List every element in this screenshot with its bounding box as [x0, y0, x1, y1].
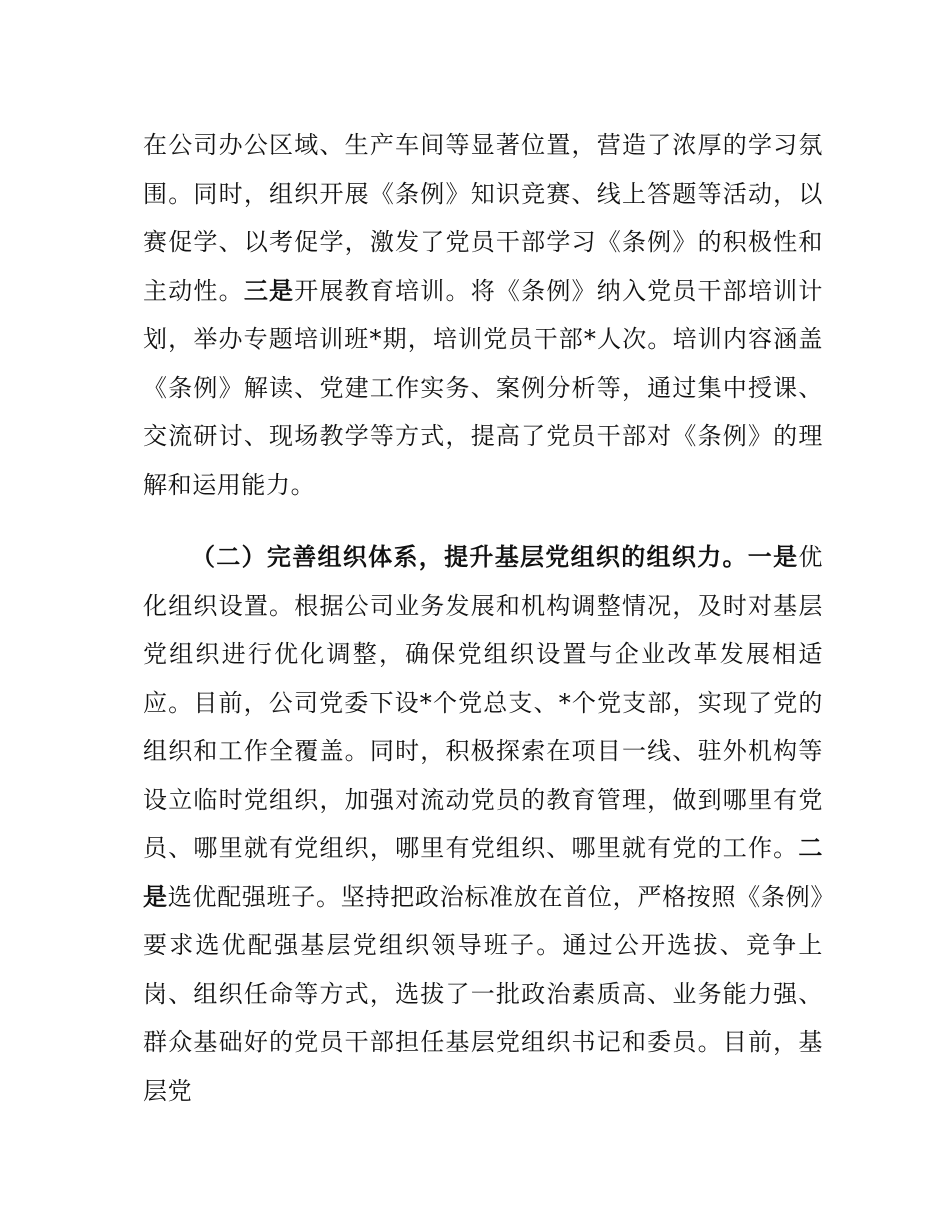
paragraph-2-bold-marker-2: 二是	[143, 834, 823, 911]
paragraph-1-text-b: 开展教育培训。将《条例》纳入党员干部培训计划，举办专题培训班*期，培训党员干部*人次。培训内容涵盖《条例》解读、党建工作实务、案例分析等，通过集中授课、交流研讨、现场教学等方式，提高了党员干部对《条例》的理解和运用能力。	[143, 276, 823, 499]
paragraph-2-text-a: 优化组织设置。根据公司业务发展和机构调整情况，及时对基层党组织进行优化调整，确保党组织设置与企业改革发展相适应。目前，公司党委下设*个党总支、*个党支部，实现了党的组织和工作全覆盖。同时，积极探索在项目一线、驻外机构等设立临时党组织，加强对流动党员的教育管理，做到哪里有党员、哪里就有党组织，哪里有党组织、哪里就有党的工作。	[143, 543, 824, 862]
paragraph-2-text-b: 选优配强班子。坚持把政治标准放在首位，严格按照《条例》要求选优配强基层党组织领导班子。通过公开选拔、竞争上岗、组织任命等方式，选拔了一批政治素质高、业务能力强、群众基础好的党员干部担任基层党组织书记和委员。目前，基层党	[143, 882, 823, 1105]
section-heading: （二）完善组织体系，提升基层党组织的组织力。	[191, 543, 748, 571]
paragraph-1	[143, 121, 823, 509]
paragraph-2	[143, 533, 823, 1115]
paragraph-1-text-a: 在公司办公区域、生产车间等显著位置，营造了浓厚的学习氛围。同时，组织开展《条例》知识竞赛、线上答题等活动，以赛促学、以考促学，激发了党员干部学习《条例》的积极性和主动性。	[143, 131, 823, 305]
paragraph-2-bold-marker-1: 一是	[747, 543, 799, 571]
body-text	[143, 121, 823, 1115]
paragraph-1-bold-marker: 三是	[243, 276, 295, 305]
